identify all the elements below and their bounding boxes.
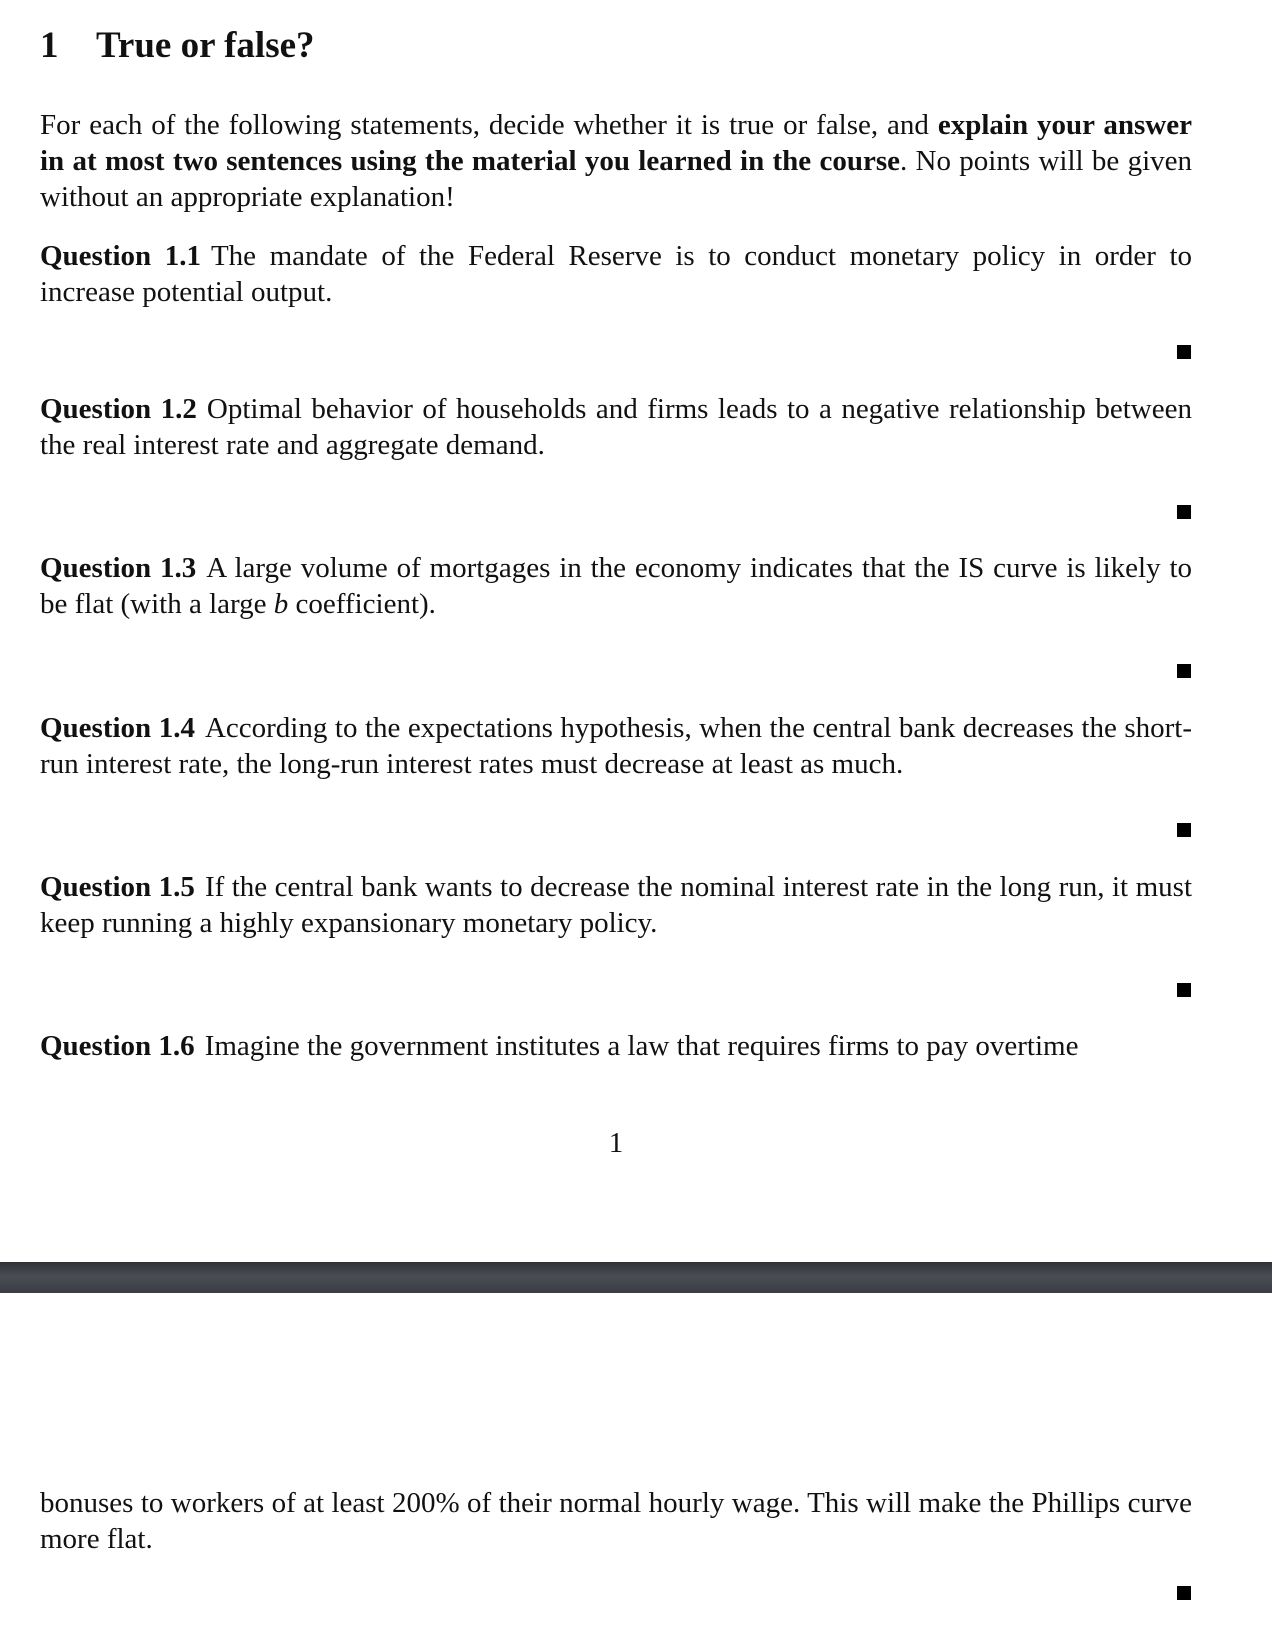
end-of-answer-square <box>1177 983 1191 997</box>
section-number: 1 <box>40 25 59 66</box>
end-of-answer-square <box>1177 823 1191 837</box>
question-text: According to the expectations hypothesis, when the central bank decreases the short-run interest rate, the long-run interest rates must decrease at least as much. <box>40 712 1193 780</box>
instructions-paragraph: For each of the following statements, decide whether it is true or false, and explain your answer in at most two sentences using the material you learned in the course. No points will be given without an appropriate explanation! <box>40 109 1192 213</box>
question-1-6-continuation: bonuses to workers of at least 200% of their normal hourly wage. This will make the Phillips curve more flat. <box>40 1487 1192 1555</box>
section-heading <box>40 20 315 72</box>
question-1-1 <box>40 238 1192 310</box>
question-1-2 <box>40 391 1192 463</box>
question-1-3: Question 1.3 A large volume of mortgages in the economy indicates that the IS curve is likely to be flat (with a large b coefficient). <box>40 552 1192 620</box>
question-label: Question 1.4 <box>40 712 195 744</box>
end-of-answer-square <box>1177 505 1191 519</box>
question-label: Question 1.5 <box>40 871 195 903</box>
end-of-answer-square <box>1177 345 1191 359</box>
page-number: 1 <box>608 1127 624 1159</box>
end-of-answer-square <box>1177 1586 1191 1600</box>
question-1-6 <box>40 1028 1192 1064</box>
question-text: Optimal behavior of households and firms leads to a negative relationship between the real interest rate and aggregate demand. <box>40 393 1192 461</box>
question-label: Question 1.2 <box>40 393 197 425</box>
question-text: Imagine the government institutes a law that requires firms to pay overtime <box>204 1030 1079 1062</box>
instructions-emphasis: explain your answer in at most two sentences using the material you learned in the course <box>40 109 1192 177</box>
question-label: Question 1.1 <box>40 240 201 272</box>
page-separator-bar <box>0 1262 1272 1293</box>
section-title: True or false? <box>96 25 315 66</box>
coefficient-symbol: b <box>273 588 289 620</box>
question-text: If the central bank wants to decrease the nominal interest rate in the long run, it must keep running a highly expansionary monetary policy. <box>40 871 1192 939</box>
question-label: Question 1.6 <box>40 1030 195 1062</box>
question-text: The mandate of the Federal Reserve is to conduct monetary policy in order to increase potential output. <box>40 240 1193 308</box>
question-1-5 <box>40 869 1192 941</box>
question-label: Question 1.3 <box>40 552 197 584</box>
question-text: A large volume of mortgages in the economy indicates that the IS curve is likely to be flat (with a large <box>40 552 1192 620</box>
end-of-answer-square <box>1177 664 1191 678</box>
question-1-4 <box>40 710 1192 782</box>
